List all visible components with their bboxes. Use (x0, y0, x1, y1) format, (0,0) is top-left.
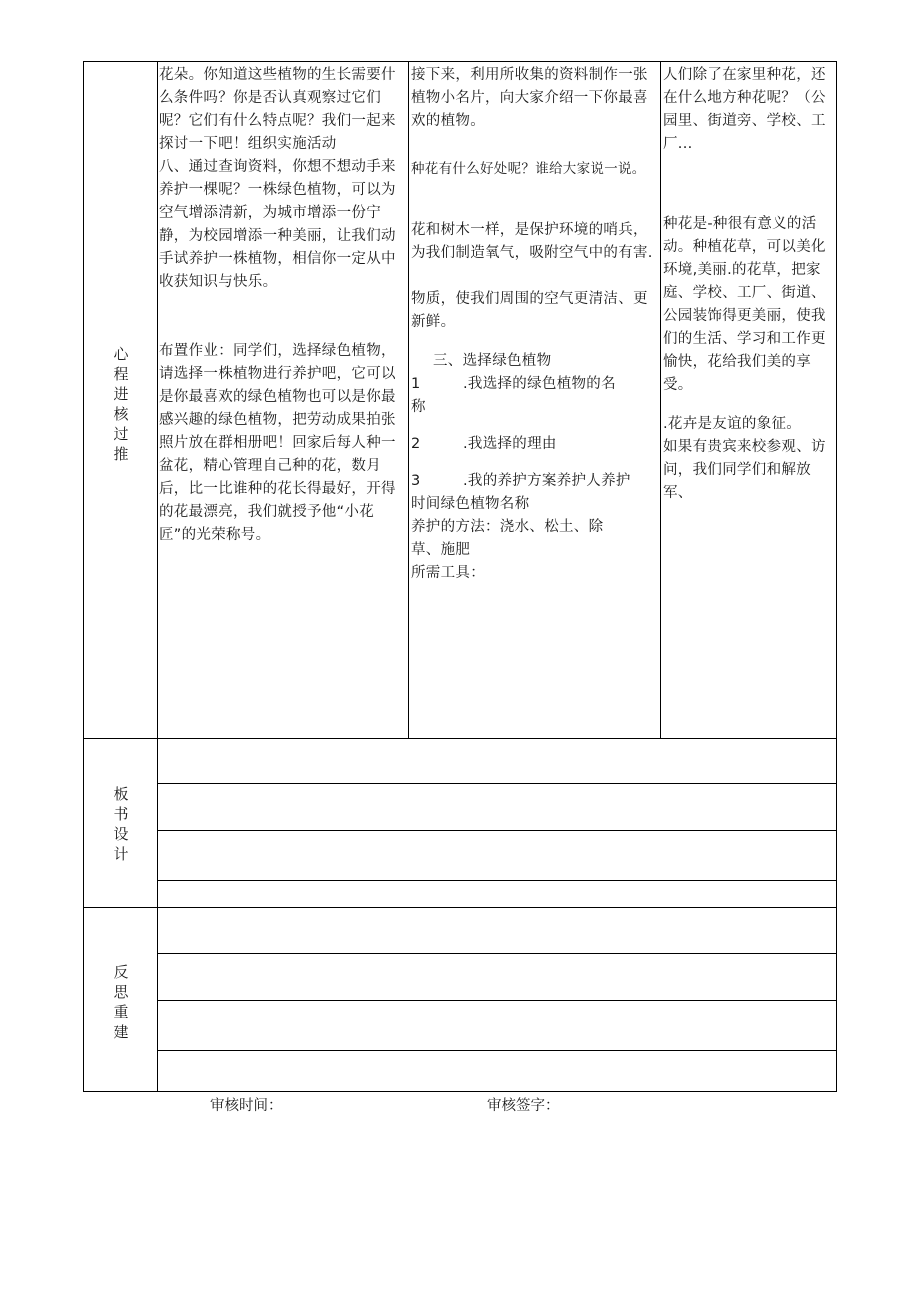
board-design-label: 板书设计 (113, 785, 129, 863)
benefit-question: 种花有什么好处呢？谁给大家说一说。 (411, 161, 646, 177)
label-column-divider (157, 61, 158, 1092)
review-time-label: 审核时间： (210, 1098, 283, 1114)
plant-card-task: 接下来，利用所收集的资料制作一张植物小名片，向大家介绍一下你最喜欢的植物。 (411, 67, 648, 129)
column-divider-1 (408, 61, 409, 738)
reflection-line (157, 953, 837, 954)
guest-visit-text: 如果有贵宾来校参观、访问，我们同学们和解放军、 (663, 439, 826, 501)
select-plant-heading: 三、选择绿色植物 (433, 353, 552, 369)
friendship-symbol-text: .花卉是友谊的象征。 (663, 416, 802, 432)
where-to-plant-text: 人们除了在家里种花，还在什么地方种花呢？（公园里、街道旁、学校、工厂... (663, 67, 826, 152)
board-line (157, 880, 837, 881)
review-signature-label: 审核签字： (487, 1098, 560, 1114)
section-divider-reflection (83, 907, 837, 908)
reflection-label: 反思重建 (113, 963, 129, 1041)
process-column-teacher (159, 64, 408, 547)
section-divider-board (83, 738, 837, 739)
activity-intro: 花朵。你知道这些植物的生长需要什么条件吗？你是否认真观察过它们呢？它们有什么特点呢？我们一起来探讨一下吧！组织实施活动 (159, 67, 396, 152)
plan-item-3-text: .我的养护方案养护人养护 (463, 473, 631, 489)
board-line (157, 783, 837, 784)
board-line (157, 830, 837, 831)
reflection-line (157, 1050, 837, 1051)
plan-item-1-text: .我选择的绿色植物的名 (463, 376, 616, 392)
plan-item-1 (411, 373, 658, 396)
tools-needed: 所需工具： (411, 565, 485, 581)
plan-item-3-number: 3 (411, 473, 421, 489)
process-section-label: 心程进核过推 (113, 345, 129, 463)
process-column-notes (663, 64, 837, 505)
plan-item-1-continued: 称 (411, 399, 426, 415)
benefit-text-1: 花和树木一样，是保护环境的哨兵，为我们制造氧气，吸附空气中的有害. (411, 222, 653, 261)
reflection-line (157, 1000, 837, 1001)
care-methods-line-1: 养护的方法：浇水、松土、除 (411, 519, 604, 535)
column-divider-2 (660, 61, 661, 738)
plan-item-2-text: .我选择的理由 (463, 436, 557, 452)
planting-meaning-text: 种花是-种很有意义的活动。种植花草，可以美化环境,美丽.的花草，把家庭、学校、工厂、街道、公园装饰得更美丽，使我们的生活、学习和工作更愉快，花给我们美的享受。 (663, 216, 826, 393)
care-methods-line-2: 草、施肥 (411, 542, 471, 558)
plan-item-3-continued: 时间绿色植物名称 (411, 496, 530, 512)
plan-item-2 (411, 433, 658, 456)
step-eight-text: 八、通过查询资料，你想不想动手来养护一棵呢？一株绿色植物，可以为空气增添清新，为城市增添一份宁静，为校园增添一种美丽，让我们动手试养护一株植物，相信你一定从中收获知识与快乐。 (159, 159, 396, 290)
plan-item-2-number: 2 (411, 436, 421, 452)
plan-item-3 (411, 470, 658, 493)
plan-item-1-number: 1 (411, 376, 421, 392)
benefit-text-2: 物质，使我们周围的空气更清洁、更新鲜。 (411, 291, 648, 330)
process-column-student (411, 64, 658, 585)
homework-text: 布置作业：同学们，选择绿色植物，请选择一株植物进行养护吧，它可以是你最喜欢的绿色植物也可以是你最感兴趣的绿色植物，把劳动成果拍张照片放在群相册吧！回家后每人种一盆花，精心管理自己种的花，数月后，比一比谁种的花长得最好，开得的花最漂亮，我们就授予他“小花匠”的光荣称号。 (159, 343, 396, 543)
